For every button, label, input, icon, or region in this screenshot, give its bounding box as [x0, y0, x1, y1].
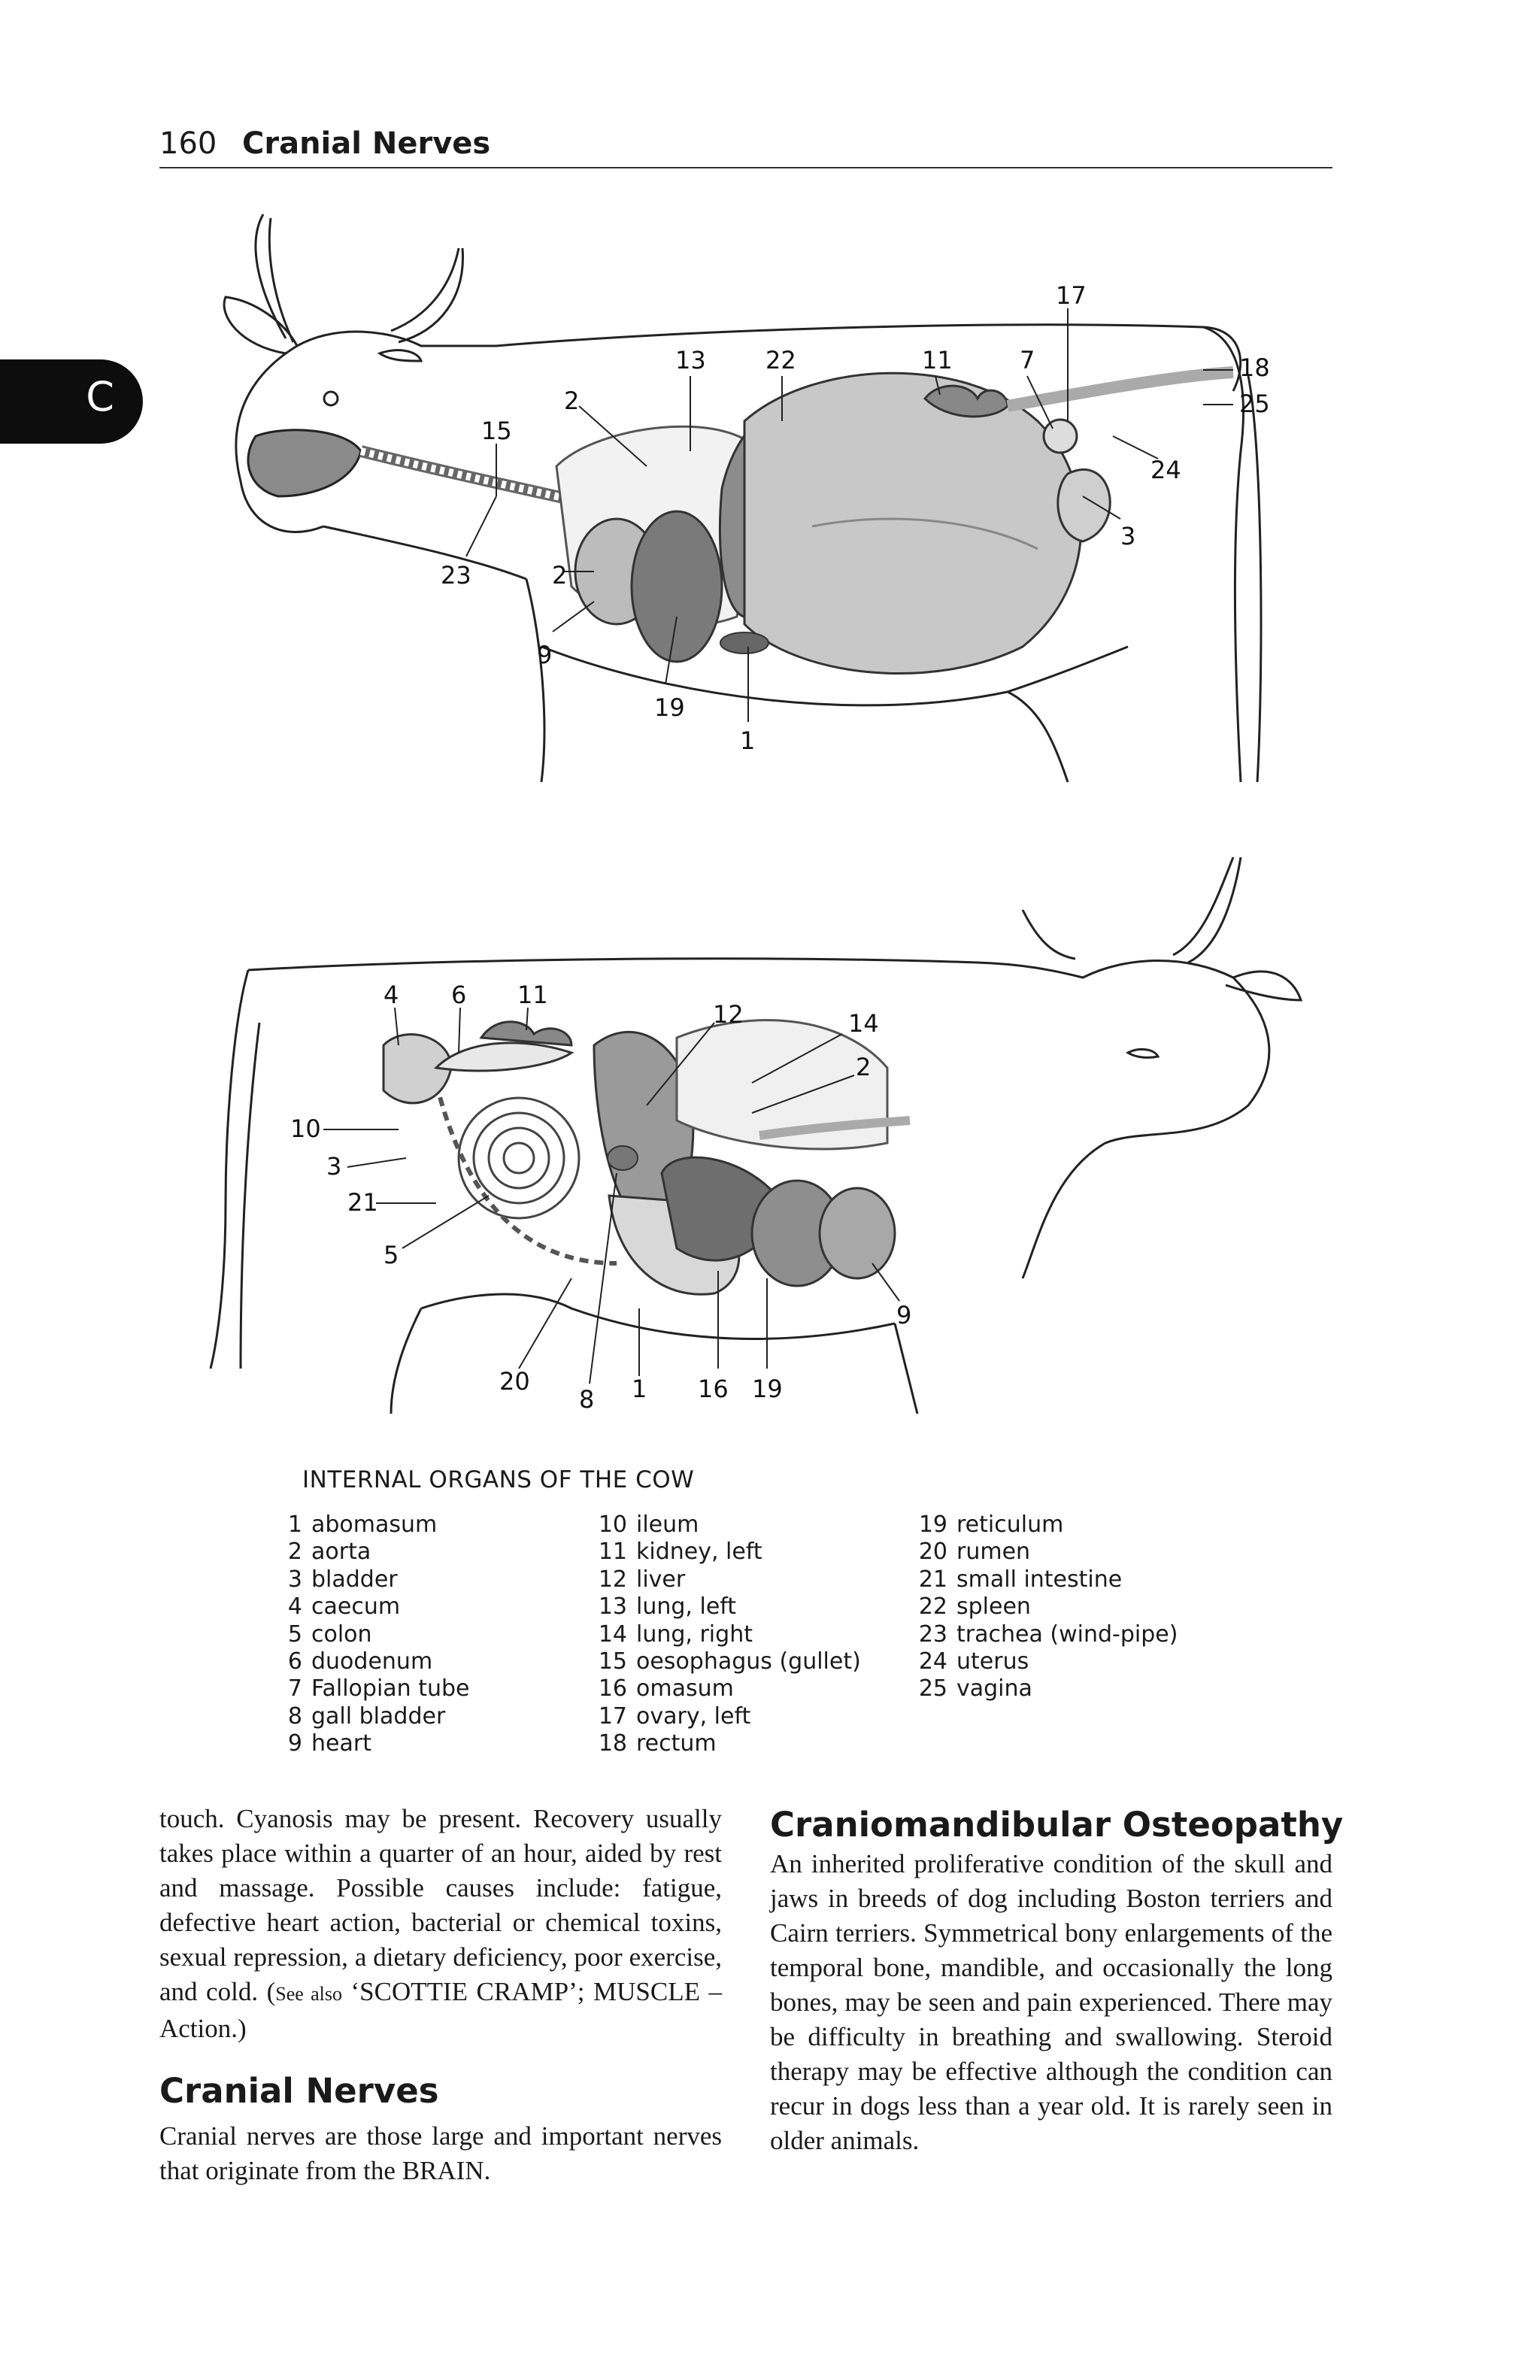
- legend-item: 21 small intestine: [918, 1566, 1123, 1593]
- bottom-callout: 19: [752, 1375, 783, 1403]
- legend-item: 25 vagina: [918, 1675, 1032, 1702]
- top-bladder-shape: [1058, 469, 1110, 541]
- top-muzzle-shape: [248, 430, 361, 496]
- top-callout: 9: [537, 641, 553, 669]
- bottom-callout: 16: [698, 1375, 729, 1403]
- legend-item: 13 lung, left: [598, 1593, 737, 1621]
- body-column-left: [159, 1802, 722, 2046]
- top-cow-eye-icon: [380, 350, 421, 361]
- bottom-callout: 14: [848, 1009, 879, 1038]
- bottom-heart-shape: [820, 1188, 895, 1278]
- bottom-callout: 9: [896, 1301, 912, 1329]
- page-number: 160: [159, 126, 217, 161]
- legend-column-3: [913, 1511, 1178, 1703]
- top-callout: 23: [441, 561, 471, 590]
- legend-column-2: [593, 1511, 861, 1758]
- top-callout: 22: [765, 346, 796, 374]
- body-paragraph: Cranial nerves are those large and important nerves that originate from the BRAIN.: [159, 2121, 722, 2185]
- bottom-callout: 12: [713, 1000, 744, 1029]
- legend-item: 12 liver: [598, 1566, 686, 1593]
- see-also: See also: [275, 1983, 342, 2005]
- top-callout: 2: [564, 387, 580, 415]
- top-callout: 2: [552, 561, 568, 590]
- top-callout: 24: [1150, 456, 1181, 484]
- legend-item: 7 Fallopian tube: [287, 1675, 470, 1702]
- top-callout: 13: [675, 346, 706, 374]
- bottom-callout: 6: [451, 981, 467, 1009]
- legend-item: 17 ovary, left: [598, 1702, 751, 1730]
- legend-item: 5 colon: [287, 1621, 372, 1648]
- body-paragraph: An inherited proliferative condition of the skull and jaws in breeds of dog including Boston terriers and Cairn terriers. Symmetrical bony enlargements of the temporal bone, mandible, and occasionally the long bones, may be seen and pain experienced. There may be difficulty in breathing and swallowing. Steroid therapy may be effective although the condition can recur in dogs less than a year old. It is rarely seen in older animals.: [770, 1849, 1332, 2155]
- entry-heading-craniomandibular: Craniomandibular Osteopathy: [770, 1805, 1344, 1845]
- bottom-callout: 5: [383, 1241, 399, 1269]
- bottom-callout: 1: [632, 1375, 647, 1403]
- bottom-small-intestine: [436, 1083, 617, 1263]
- top-rumen-shape: [744, 373, 1081, 673]
- bottom-callout: 4: [383, 981, 399, 1009]
- legend-item: 22 spleen: [918, 1593, 1031, 1621]
- bottom-callout: 3: [326, 1152, 342, 1181]
- legend-column-1: [277, 1511, 470, 1758]
- legend-item: 23 trachea (wind-pipe): [918, 1621, 1178, 1648]
- legend-item: 15 oesophagus (gullet): [598, 1648, 861, 1675]
- top-reticulum-shape: [632, 511, 722, 662]
- legend-item: 6 duodenum: [287, 1648, 433, 1675]
- top-callout: 15: [481, 417, 512, 445]
- legend-item: 9 heart: [287, 1730, 371, 1757]
- bottom-cow-eye-icon: [1128, 1049, 1158, 1057]
- body-column-left-cranial: [159, 2119, 722, 2188]
- thumb-tab-letter: C: [86, 373, 114, 420]
- legend-item: 24 uterus: [918, 1648, 1029, 1675]
- cross-reference: BRAIN: [402, 2156, 484, 2185]
- legend-item: 16 omasum: [598, 1675, 734, 1702]
- legend-item: 20 rumen: [918, 1539, 1031, 1566]
- body-paragraph: touch. Cyanosis may be present. Recovery usually takes place within a quarter of an hour, aided by rest and massage. Possible causes include: fatigue, defective heart action, bacterial or chemical toxins, sexual repression, a dietary deficiency, poor exercise, and cold. (See also ‘SCOTTIE CRAMP’; MUSCLE – Action.): [159, 1804, 723, 2043]
- bottom-colon-spiral: [459, 1098, 579, 1218]
- legend-item: 2 aorta: [287, 1539, 371, 1566]
- running-title: Cranial Nerves: [242, 126, 491, 161]
- top-callout: 19: [654, 693, 685, 722]
- legend-item: 11 kidney, left: [598, 1539, 762, 1566]
- cross-reference: MUSCLE: [593, 1977, 700, 2006]
- bottom-callout: 8: [579, 1385, 595, 1414]
- top-aorta-shape: [1008, 372, 1233, 406]
- legend-item: 4 caecum: [287, 1593, 401, 1621]
- top-callout: 1: [740, 726, 756, 755]
- top-callout: 11: [922, 346, 953, 374]
- cross-reference: ‘SCOTTIE CRAMP’: [350, 1977, 578, 2006]
- body-column-right: [770, 1847, 1332, 2158]
- bottom-callout: 20: [499, 1367, 530, 1396]
- bottom-callout: 11: [517, 981, 548, 1009]
- legend-item: 14 lung, right: [598, 1621, 753, 1648]
- top-abomasum-shape: [720, 632, 768, 653]
- bottom-duodenum-shape: [436, 1043, 571, 1071]
- legend-item: 10 ileum: [598, 1511, 699, 1538]
- top-callout: 7: [1020, 346, 1035, 374]
- top-callout: 18: [1239, 353, 1270, 382]
- legend-item: 8 gall bladder: [287, 1702, 446, 1730]
- top-callout: 25: [1239, 390, 1270, 418]
- bottom-gall-bladder-shape: [608, 1146, 638, 1170]
- legend-item: 3 bladder: [287, 1566, 398, 1593]
- top-callout: 17: [1056, 281, 1087, 310]
- legend-item: 18 rectum: [598, 1730, 717, 1757]
- legend-item: 1 abomasum: [287, 1511, 438, 1538]
- bottom-callout: 2: [856, 1053, 872, 1081]
- top-cow-nostril-icon: [324, 392, 338, 405]
- bottom-callout: 10: [290, 1114, 321, 1143]
- entry-heading-cranial-nerves: Cranial Nerves: [159, 2071, 439, 2111]
- top-callout: 3: [1120, 522, 1136, 550]
- bottom-callout: 21: [347, 1188, 378, 1217]
- figure-caption: INTERNAL ORGANS OF THE COW: [302, 1466, 695, 1493]
- legend-item: 19 reticulum: [918, 1511, 1064, 1538]
- top-ovary-shape: [1044, 420, 1077, 453]
